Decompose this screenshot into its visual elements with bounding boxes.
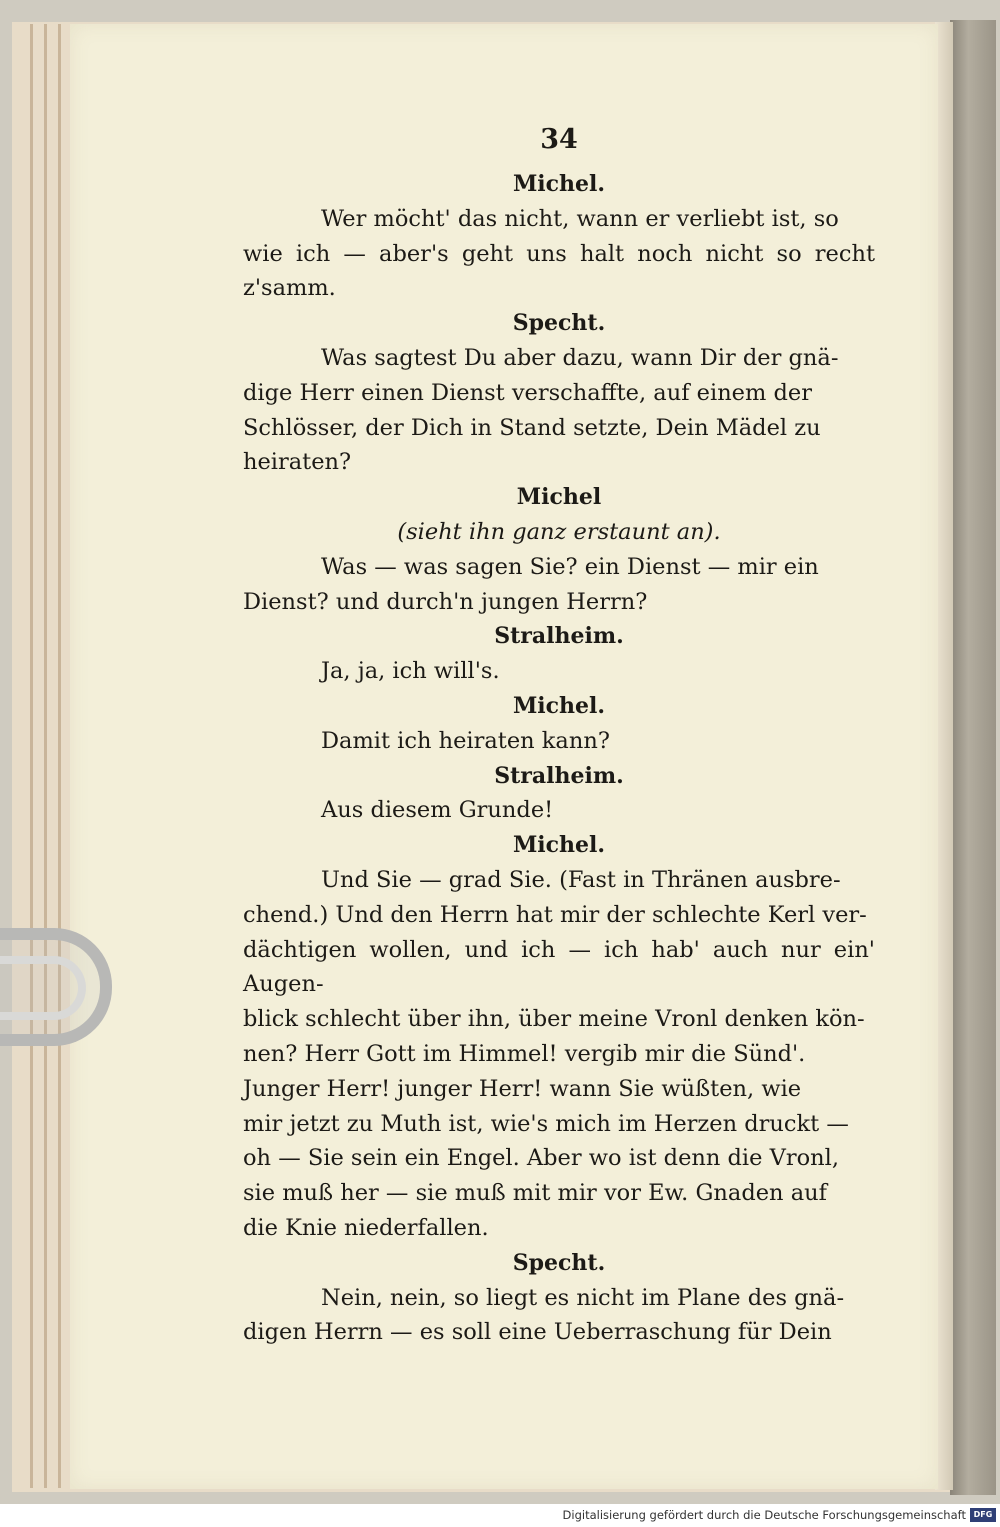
speaker-name: Stralheim.	[494, 623, 624, 650]
text-line: dächtigen wollen, und ich — ich hab' auch nur ein' Augen-	[243, 936, 875, 998]
speaker-name: Specht.	[512, 310, 606, 337]
speaker-name: Michel.	[512, 171, 606, 197]
text-line: Und Sie — grad Sie. (Fast in Thränen ausbre-	[321, 866, 841, 893]
text-line: nen? Herr Gott im Himmel! vergib mir die Sünd'.	[243, 1040, 806, 1067]
text-line: Ja, ja, ich will's.	[321, 658, 500, 685]
page-number: 34	[540, 124, 578, 155]
speaker-name: Michel	[516, 484, 602, 511]
text-line: Was — was sagen Sie? ein Dienst — mir ein	[321, 553, 819, 580]
text-line: die Knie niederfallen.	[243, 1214, 489, 1241]
text-line: dige Herr einen Dienst verschaffte, auf einem der	[243, 379, 812, 406]
text-line: Schlösser, der Dich in Stand setzte, Dein Mädel zu	[243, 414, 821, 441]
dfg-logo: DFG	[970, 1508, 996, 1522]
text-line: Aus diesem Grunde!	[321, 797, 554, 824]
stage-direction: (sieht ihn ganz erstaunt an).	[397, 518, 721, 545]
page-stack-edge	[44, 24, 47, 1488]
speaker-name: Michel.	[512, 832, 606, 859]
text-line: sie muß her — sie muß mit mir vor Ew. Gnaden auf	[243, 1180, 827, 1207]
speaker-name: Michel.	[512, 692, 606, 719]
speaker-name: Specht.	[512, 1249, 606, 1276]
text-line: Nein, nein, so liegt es nicht im Plane des gnä-	[321, 1284, 845, 1311]
text-line: Dienst? und durch'n jungen Herrn?	[243, 588, 648, 615]
text-line: chend.) Und den Herrn hat mir der schlechte Kerl ver-	[243, 901, 867, 928]
text-line: oh — Sie sein ein Engel. Aber wo ist denn die Vronl,	[243, 1145, 839, 1172]
speaker-name: Stralheim.	[494, 762, 624, 789]
text-line: Damit ich heiraten kann?	[321, 727, 610, 754]
footer-bar	[0, 1504, 1000, 1527]
page-stack-edge	[30, 24, 33, 1488]
book-spine-edge	[950, 20, 996, 1495]
text-line: heiraten?	[243, 449, 352, 476]
text-line: mir jetzt zu Muth ist, wie's mich im Herzen druckt —	[243, 1110, 849, 1137]
text-line: wie ich — aber's geht uns halt noch nicht so recht z'samm.	[243, 240, 875, 302]
text-line: Junger Herr! junger Herr! wann Sie wüßten, wie	[243, 1075, 802, 1102]
text-line: Wer möcht' das nicht, wann er verliebt ist, so	[321, 205, 839, 232]
text-line: digen Herrn — es soll eine Ueberraschung für Dein	[243, 1319, 832, 1346]
page-stack-edge	[58, 24, 61, 1488]
text-blocks	[243, 167, 875, 1350]
text-line: blick schlecht über ihn, über meine Vronl denken kön-	[243, 1006, 865, 1033]
paper-clip-inner	[0, 956, 86, 1020]
text-line: Was sagtest Du aber dazu, wann Dir der gnä-	[321, 344, 839, 371]
footer-credit: Digitalisierung gefördert durch die Deutsche Forschungsgemeinschaft	[562, 1508, 966, 1522]
page-text	[243, 125, 875, 1350]
